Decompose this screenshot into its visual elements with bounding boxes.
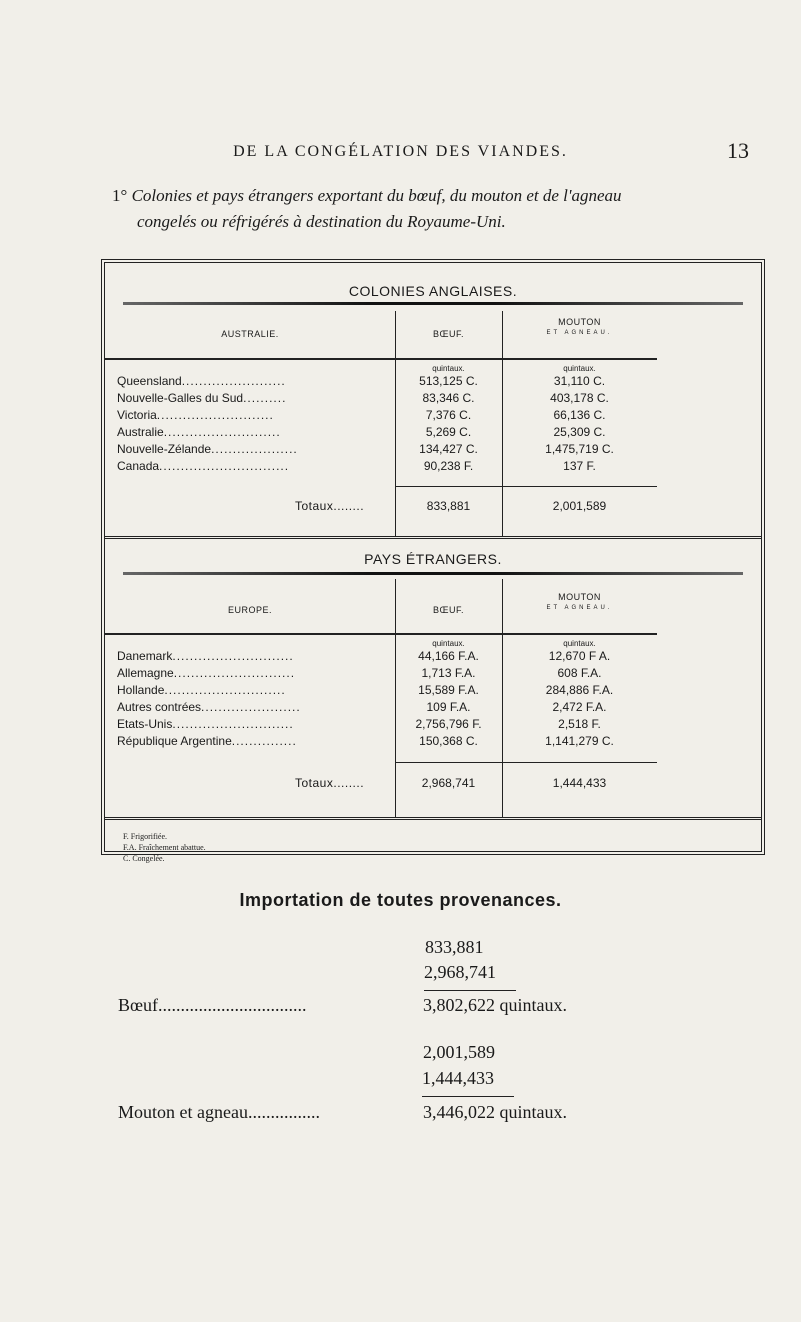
total-rule xyxy=(395,486,657,487)
table-row-label: Etats-Unis............................ xyxy=(117,717,294,731)
table-row-label: Queensland........................ xyxy=(117,374,286,388)
importation-title: Importation de toutes provenances. xyxy=(239,890,562,910)
legend-item: C. Congelée. xyxy=(123,854,165,863)
header-rule xyxy=(105,633,657,635)
table-cell: 90,238 F. xyxy=(423,459,474,473)
sum-mouton-label: Mouton et agneau................ xyxy=(118,1102,320,1122)
table-cell: 513,125 C. xyxy=(419,374,478,388)
table-cell: 137 F. xyxy=(563,459,596,473)
table-cell: 1,713 F.A. xyxy=(421,666,476,680)
table-cell: 109 F.A. xyxy=(426,700,471,714)
table-cell: 44,166 F.A. xyxy=(418,649,479,663)
table-row-label: Victoria........................... xyxy=(117,408,274,422)
table-cell: 25,309 C. xyxy=(553,425,606,439)
running-head: DE LA CONGÉLATION DES VIANDES. xyxy=(233,143,568,160)
table-row-label: Allemagne............................ xyxy=(117,666,296,680)
table-row-label: Danemark............................ xyxy=(117,649,294,663)
header-rule xyxy=(105,358,657,360)
unit-label: quintaux. xyxy=(563,364,596,373)
table-cell: 66,136 C. xyxy=(553,408,606,422)
sum-boeuf-b: 2,968,741 xyxy=(424,962,496,982)
table-cell: 5,269 C. xyxy=(425,425,472,439)
total-boeuf: 833,881 xyxy=(426,499,471,513)
statistics-table xyxy=(101,259,765,863)
heading-line-2: congelés ou réfrigérés à destination du Royaume-Uni. xyxy=(137,212,506,231)
sum-rule xyxy=(424,990,516,991)
col-australie: AUSTRALIE. xyxy=(221,329,279,339)
legend xyxy=(123,831,206,864)
totals-label: Totaux........ xyxy=(295,776,365,790)
col-mouton xyxy=(502,592,657,611)
table-cell: 7,376 C. xyxy=(425,408,472,422)
sum-rule xyxy=(422,1096,514,1097)
table-cell: 2,518 F. xyxy=(558,717,601,731)
table-row-label: République Argentine............... xyxy=(117,734,297,748)
col-boeuf: BŒUF. xyxy=(432,605,464,615)
unit-label: quintaux. xyxy=(432,364,465,373)
etrangers-title: PAYS ÉTRANGERS. xyxy=(364,551,502,567)
table-cell: 31,110 C. xyxy=(553,374,606,388)
ornamental-rule xyxy=(123,572,743,575)
table-cell: 15,589 F.A. xyxy=(418,683,479,697)
sum-mouton-b: 1,444,433 xyxy=(422,1068,494,1088)
totals-label: Totaux........ xyxy=(295,499,365,513)
table-row-label: Australie........................... xyxy=(117,425,281,439)
legend-item: F.A. Fraîchement abattue. xyxy=(123,843,206,852)
col-mouton-line2: ET AGNEAU. xyxy=(546,605,613,611)
table-cell: 150,368 C. xyxy=(419,734,478,748)
col-mouton xyxy=(502,317,657,336)
etrangers-section xyxy=(105,539,761,819)
table-cell: 134,427 C. xyxy=(419,442,478,456)
sum-boeuf-label: Bœuf................................. xyxy=(118,995,307,1015)
heading-number: 1° xyxy=(112,186,128,205)
total-mouton: 1,444,433 xyxy=(552,776,607,790)
legend-item: F. Frigorifiée. xyxy=(123,832,168,841)
heading-line-1: Colonies et pays étrangers exportant du bœuf, du mouton et de l'agneau xyxy=(131,186,622,205)
unit-label: quintaux. xyxy=(563,639,596,648)
table-cell: 403,178 C. xyxy=(550,391,609,405)
table-cell: 83,346 C. xyxy=(422,391,475,405)
col-mouton-line1: MOUTON xyxy=(558,592,601,602)
table-row-label: Nouvelle-Galles du Sud.......... xyxy=(117,391,287,405)
col-europe: EUROPE. xyxy=(227,605,272,615)
table-cell: 2,756,796 F. xyxy=(415,717,482,731)
total-rule xyxy=(395,762,657,763)
section-divider xyxy=(105,817,761,820)
colonies-title: COLONIES ANGLAISES. xyxy=(348,283,518,299)
colonies-section xyxy=(105,263,761,563)
total-boeuf: 2,968,741 xyxy=(421,776,476,790)
table-cell: 2,472 F.A. xyxy=(552,700,607,714)
col-mouton-line2: ET AGNEAU. xyxy=(546,330,613,336)
table-row-label: Nouvelle-Zélande.................... xyxy=(117,442,298,456)
ornamental-rule xyxy=(123,302,743,305)
total-mouton: 2,001,589 xyxy=(552,499,607,513)
sum-boeuf-a: 833,881 xyxy=(425,937,484,957)
table-cell: 608 F.A. xyxy=(557,666,602,680)
unit-label: quintaux. xyxy=(432,639,465,648)
sum-mouton-total: 3,446,022 quintaux. xyxy=(423,1102,567,1122)
sum-boeuf-total: 3,802,622 quintaux. xyxy=(423,995,567,1015)
col-mouton-line1: MOUTON xyxy=(558,317,601,327)
table-cell: 1,475,719 C. xyxy=(545,442,614,456)
table-row-label: Canada.............................. xyxy=(117,459,290,473)
table-row-label: Hollande............................ xyxy=(117,683,286,697)
table-cell: 1,141,279 C. xyxy=(545,734,614,748)
sum-mouton-a: 2,001,589 xyxy=(423,1042,495,1062)
section-heading xyxy=(112,183,752,235)
table-row-label: Autres contrées....................... xyxy=(117,700,301,714)
table-cell: 284,886 F.A. xyxy=(545,683,614,697)
col-boeuf: BŒUF. xyxy=(432,329,464,339)
page-number: 13 xyxy=(727,138,749,163)
table-cell: 12,670 F A. xyxy=(548,649,611,663)
